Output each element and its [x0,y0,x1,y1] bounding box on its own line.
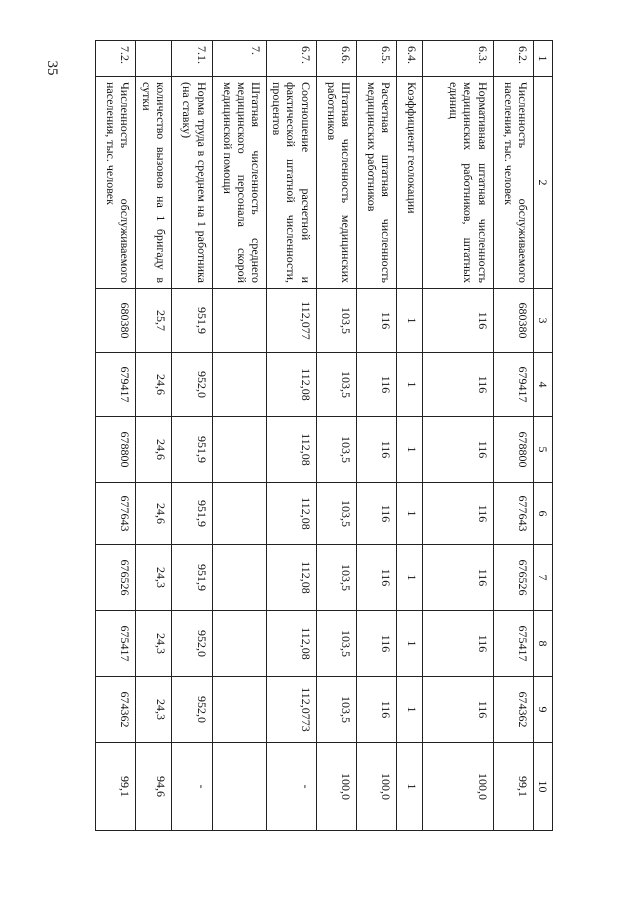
value-cell: 676526 [96,545,136,611]
value-cell: 100,0 [423,743,493,831]
value-cell [212,483,266,545]
value-cell: 103,5 [316,677,356,743]
header-row [533,41,552,831]
table-row [316,41,356,831]
column-header: 6 [533,483,552,545]
value-cell: 677643 [493,483,533,545]
row-label: Норма труда в среднем на 1 работника (на ставку) [172,77,212,289]
value-cell: 951,9 [172,417,212,483]
value-cell [212,353,266,417]
value-cell: 1 [397,743,423,831]
value-cell: 25,7 [136,289,172,353]
page-number: 35 [44,60,60,76]
value-cell: 103,5 [316,353,356,417]
value-cell: 680380 [96,289,136,353]
value-cell: 24,6 [136,417,172,483]
row-number: 6.7. [266,41,316,77]
rotated-table-container [95,40,553,830]
value-cell: 116 [423,545,493,611]
column-header: 7 [533,545,552,611]
value-cell: 116 [423,289,493,353]
table-row [96,41,136,831]
value-cell: 103,5 [316,545,356,611]
row-number: 7. [212,41,266,77]
column-header: 2 [533,77,552,289]
table-row [493,41,533,831]
value-cell [212,611,266,677]
value-cell: 1 [397,677,423,743]
value-cell: 112,077 [266,289,316,353]
value-cell: 1 [397,417,423,483]
value-cell: 112,08 [266,545,316,611]
value-cell: 675417 [493,611,533,677]
row-label: Нормативная штатная численность медицинских работников, штатных единиц [423,77,493,289]
row-label: Численность обслуживаемого населения, тыс. человек [493,77,533,289]
value-cell: 674362 [493,677,533,743]
row-label: количество вызовов на 1 бригаду в сутки [136,77,172,289]
value-cell: 112,08 [266,417,316,483]
value-cell: 679417 [493,353,533,417]
value-cell: 24,3 [136,677,172,743]
value-cell: 116 [356,611,396,677]
value-cell: 99,1 [493,743,533,831]
value-cell: 677643 [96,483,136,545]
value-cell: 24,6 [136,353,172,417]
row-number: 6.2. [493,41,533,77]
value-cell: 24,3 [136,611,172,677]
value-cell: 100,0 [316,743,356,831]
row-label: Штатная численность среднего медицинского персонала скорой медицинской помощи [212,77,266,289]
value-cell: 100,0 [356,743,396,831]
row-number: 6.4. [397,41,423,77]
value-cell: 951,9 [172,289,212,353]
value-cell: 112,08 [266,483,316,545]
value-cell: 116 [356,483,396,545]
table-row [356,41,396,831]
value-cell: 116 [423,611,493,677]
row-label: Штатная численность медицинских работников [316,77,356,289]
value-cell: 116 [356,545,396,611]
table-row [212,41,266,831]
row-label: Соотношение расчетной и фактической штатной численности, процентов [266,77,316,289]
value-cell: 952,0 [172,353,212,417]
value-cell [212,677,266,743]
table-row [423,41,493,831]
value-cell: 116 [423,353,493,417]
value-cell: 951,9 [172,545,212,611]
value-cell: 24,6 [136,483,172,545]
value-cell: 1 [397,483,423,545]
column-header: 1 [533,41,552,77]
value-cell: 1 [397,611,423,677]
row-label: Численность обслуживаемого населения, тыс. человек [96,77,136,289]
column-header: 8 [533,611,552,677]
value-cell: 678800 [493,417,533,483]
value-cell: 116 [423,417,493,483]
table-row [266,41,316,831]
column-header: 10 [533,743,552,831]
value-cell: 116 [356,417,396,483]
data-table [95,40,553,831]
value-cell: 674362 [96,677,136,743]
value-cell [212,743,266,831]
table-row [136,41,172,831]
table-row [397,41,423,831]
value-cell: 116 [356,677,396,743]
value-cell: - [266,743,316,831]
column-header: 4 [533,353,552,417]
value-cell: 1 [397,545,423,611]
value-cell: 103,5 [316,417,356,483]
value-cell: 1 [397,353,423,417]
value-cell: 99,1 [96,743,136,831]
value-cell: 94,6 [136,743,172,831]
value-cell: 675417 [96,611,136,677]
value-cell: 951,9 [172,483,212,545]
value-cell: 116 [356,353,396,417]
column-header: 9 [533,677,552,743]
column-header: 5 [533,417,552,483]
row-number: 7.2. [96,41,136,77]
row-number: 6.6. [316,41,356,77]
table-row [172,41,212,831]
value-cell: 680380 [493,289,533,353]
value-cell: 676526 [493,545,533,611]
value-cell: 679417 [96,353,136,417]
row-number: 6.3. [423,41,493,77]
row-number: 7.1. [172,41,212,77]
row-number: 6.5. [356,41,396,77]
value-cell: - [172,743,212,831]
value-cell: 103,5 [316,611,356,677]
value-cell [212,417,266,483]
value-cell [212,289,266,353]
row-label: Расчетная штатная численность медицинских работников [356,77,396,289]
value-cell: 116 [423,677,493,743]
value-cell: 112,08 [266,353,316,417]
value-cell: 678800 [96,417,136,483]
value-cell: 952,0 [172,677,212,743]
value-cell: 103,5 [316,289,356,353]
row-label: Коэффициент геолокации [397,77,423,289]
column-header: 3 [533,289,552,353]
value-cell: 112,0773 [266,677,316,743]
value-cell: 103,5 [316,483,356,545]
row-number [136,41,172,77]
value-cell [212,545,266,611]
value-cell: 1 [397,289,423,353]
value-cell: 24,3 [136,545,172,611]
value-cell: 116 [356,289,396,353]
value-cell: 116 [423,483,493,545]
value-cell: 952,0 [172,611,212,677]
value-cell: 112,08 [266,611,316,677]
